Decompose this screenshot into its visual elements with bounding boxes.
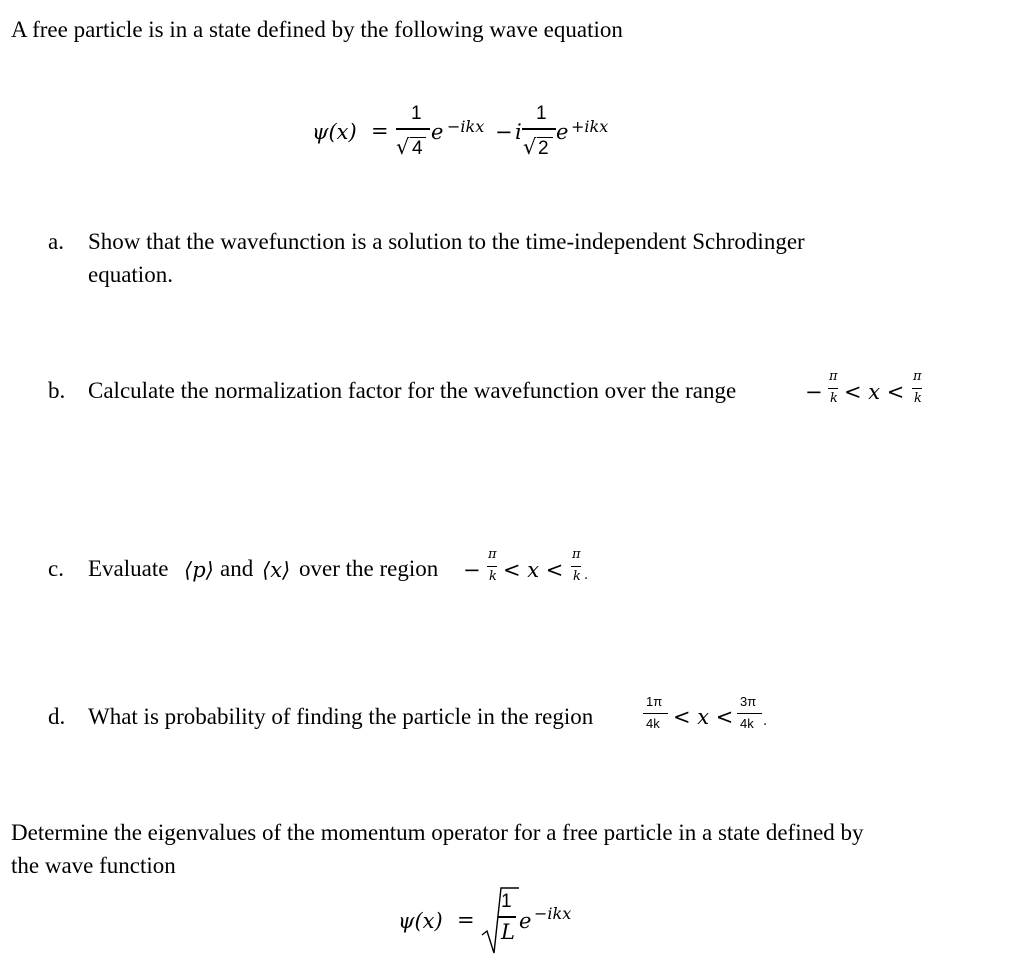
exponent: −ikx (447, 117, 485, 136)
part-a-line1: Show that the wavefunction is a solution to the time-independent Schrodinger (88, 229, 805, 254)
equals-sign: = (371, 119, 389, 143)
part-d-text: What is probability of finding the particle in the region (88, 704, 594, 729)
pi-symbol: π (913, 369, 922, 384)
intro-text: A free particle is in a state defined by the following wave equation (11, 17, 623, 42)
part-a-label: a. (48, 229, 64, 254)
k-symbol: k (914, 391, 922, 406)
momentum-expectation: ⟨p⟩ (184, 558, 214, 582)
fraction-bar (498, 916, 516, 918)
second-problem-line2: the wave function (11, 853, 176, 878)
fraction-bar (828, 388, 838, 389)
fraction-denominator: 4k (740, 716, 754, 731)
fraction-bar (737, 713, 762, 714)
fraction-denominator: 2 (538, 138, 549, 159)
k-symbol: k (830, 391, 838, 406)
fraction-denominator: 4k (646, 716, 660, 731)
part-c-and: and (220, 556, 254, 581)
fraction-bar (571, 566, 581, 567)
part-b-label: b. (48, 378, 66, 403)
fraction-bar (487, 566, 497, 567)
pi-symbol: π (829, 369, 838, 384)
sqrt-icon: √ (523, 135, 537, 159)
fraction-numerator: 1π (646, 694, 663, 709)
fraction-bar (522, 128, 556, 130)
minus-sign: − (805, 380, 823, 404)
exp-base: e (431, 120, 444, 144)
exponent: +ikx (571, 117, 609, 136)
inequality: < x < (673, 705, 734, 729)
inequality: < x < (503, 558, 564, 582)
sqrt-icon: √ (396, 135, 410, 159)
fraction-bar (912, 388, 922, 389)
pi-symbol: π (572, 547, 581, 562)
exp-base: e (556, 120, 569, 144)
part-c-label: c. (48, 556, 64, 581)
part-c-text-pre: Evaluate (88, 556, 169, 581)
position-expectation: ⟨x⟩ (262, 558, 291, 582)
fraction-numerator: 3π (740, 694, 757, 709)
exp-base: e (519, 909, 532, 933)
wave-equation-1 (0, 0, 1024, 180)
part-d (0, 690, 1024, 750)
period: . (584, 568, 589, 583)
part-c (0, 540, 1024, 600)
inequality: < x < (844, 380, 905, 404)
k-symbol: k (573, 569, 581, 584)
fraction-bar (643, 713, 668, 714)
part-c-text-post: over the region (299, 556, 439, 581)
part-d-label: d. (48, 704, 66, 729)
fraction-denominator: 4 (412, 138, 423, 159)
fraction-numerator: 1 (411, 103, 422, 124)
pi-symbol: π (488, 547, 497, 562)
wave-equation-2 (0, 880, 1024, 976)
fraction-numerator: 1 (501, 891, 512, 912)
imaginary-unit: i (515, 120, 522, 144)
fraction-numerator: 1 (536, 103, 547, 124)
fraction-bar (396, 128, 430, 130)
minus-sign: − (495, 120, 513, 144)
second-problem-line1: Determine the eigenvalues of the momentum operator for a free particle in a state defined by (11, 820, 864, 845)
psi-lhs: ψ(x) (398, 909, 443, 933)
part-a-line2: equation. (88, 262, 173, 287)
part-b-text: Calculate the normalization factor for the wavefunction over the range (88, 378, 737, 403)
equals-sign: = (457, 908, 475, 932)
k-symbol: k (489, 569, 497, 584)
minus-sign: − (463, 558, 481, 582)
part-b (0, 360, 1024, 420)
exponent: −ikx (534, 904, 572, 923)
psi-lhs: ψ(x) (312, 120, 357, 144)
part-a (0, 225, 1024, 295)
fraction-denominator: L (501, 920, 515, 944)
period: . (763, 714, 768, 729)
